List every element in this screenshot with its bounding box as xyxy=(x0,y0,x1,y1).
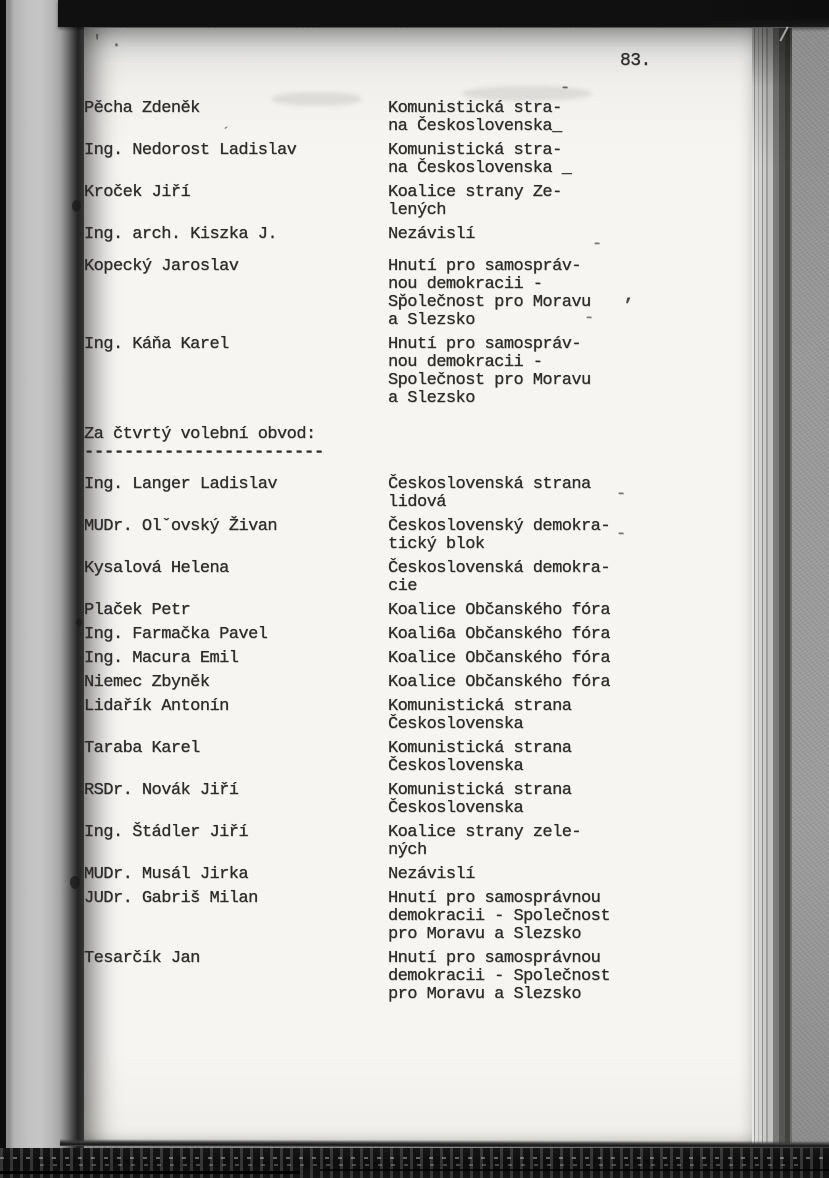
party-affiliation xyxy=(388,782,571,818)
party-affiliation xyxy=(388,890,610,944)
candidate-row xyxy=(84,650,744,668)
candidate-row xyxy=(84,782,744,818)
binding-ink-blob xyxy=(76,618,82,627)
party-affiliation xyxy=(388,626,610,644)
candidate-name: Plaček Petr xyxy=(84,601,191,620)
candidate-row xyxy=(84,560,744,596)
party-line: nou demokracii - xyxy=(388,353,543,372)
party-affiliation xyxy=(388,258,591,330)
scan-noise-streak xyxy=(320,1169,829,1171)
candidate-name: Ing. arch. Kiszka J. xyxy=(84,225,278,244)
scan-top-black-bar xyxy=(58,0,829,27)
candidate-row xyxy=(84,226,744,244)
candidate-row xyxy=(84,100,744,136)
party-line: nou demokracii - xyxy=(388,275,543,294)
candidate-row xyxy=(84,890,744,944)
party-line: Československa xyxy=(388,715,524,734)
candidate-row xyxy=(84,674,744,692)
party-affiliation xyxy=(388,602,610,620)
party-line: a Slezsko xyxy=(388,389,475,408)
party-affiliation xyxy=(388,650,610,668)
candidate-name: Ing. Langer Ladislav xyxy=(84,475,278,494)
party-line: Společnost pro Moravu xyxy=(388,371,591,390)
party-line: Komunistická strana xyxy=(388,781,572,800)
candidate-name: Kroček Jiří xyxy=(84,183,191,202)
stray-mark: - xyxy=(616,485,626,504)
party-affiliation xyxy=(388,184,562,220)
party-line: lidová xyxy=(388,493,446,512)
candidate-name: Ing. Macura Emil xyxy=(84,649,239,668)
candidate-name: Ing. Štádler Jiří xyxy=(84,823,249,842)
stray-mark: - xyxy=(592,235,602,254)
party-line: Komunistická strana xyxy=(388,697,572,716)
party-affiliation xyxy=(388,698,571,734)
party-affiliation xyxy=(388,560,610,596)
candidate-row xyxy=(84,258,744,330)
candidate-name: Kopecký Jaroslav xyxy=(84,257,239,276)
party-line: na Československa_ xyxy=(388,117,562,136)
party-line: Koali6a Občanského fóra xyxy=(388,625,610,644)
party-line: ných xyxy=(388,841,427,860)
candidate-row xyxy=(84,824,744,860)
party-line: Koalice strany Ze- xyxy=(388,183,562,202)
candidate-row xyxy=(84,866,744,884)
binding-ink-blob xyxy=(72,200,81,212)
party-line: Sp̌olečnost pro Moravu xyxy=(388,293,591,312)
stray-mark: ' . xyxy=(92,33,121,52)
party-affiliation xyxy=(388,866,475,884)
party-line: Koalice Občanského fóra xyxy=(388,601,610,620)
candidate-name: Tesarčík Jan xyxy=(84,949,200,968)
party-line: na Československa _ xyxy=(388,159,572,178)
stray-mark: - xyxy=(584,309,594,328)
candidate-row xyxy=(84,476,744,512)
candidate-name: RSDr. Novák Jiří xyxy=(84,781,239,800)
party-line: Hnutí pro samosprávnou xyxy=(388,949,601,968)
candidate-name: Kysalová Helena xyxy=(84,559,229,578)
candidate-name: MUDr. Olˇovský Živan xyxy=(84,517,278,536)
party-affiliation xyxy=(388,740,571,776)
candidate-row xyxy=(84,950,744,1004)
candidate-name: Taraba Karel xyxy=(84,739,200,758)
binding-ink-blob xyxy=(70,876,80,889)
candidate-name: Niemec Zbyněk xyxy=(84,673,210,692)
section-underline: ------------------------ xyxy=(84,443,325,462)
party-line: demokracii - Společnost xyxy=(388,967,610,986)
candidate-row xyxy=(84,740,744,776)
party-affiliation xyxy=(388,674,610,692)
party-affiliation xyxy=(388,142,571,178)
party-affiliation xyxy=(388,100,562,136)
party-line: Komunistická stra- xyxy=(388,99,562,118)
candidate-name: Ing. Nedorost Ladislav xyxy=(84,141,297,160)
candidate-row xyxy=(84,698,744,734)
party-line: Československá strana xyxy=(388,475,591,494)
party-line: a Slezsko xyxy=(388,311,475,330)
party-affiliation xyxy=(388,824,581,860)
scan-noise-streak xyxy=(40,1164,800,1166)
candidate-name: Pěcha Zdeněk xyxy=(84,99,200,118)
party-line: pro Moravu a Slezsko xyxy=(388,925,582,944)
party-line: Nezávislí xyxy=(388,225,475,244)
party-line: Hnutí pro samospráv- xyxy=(388,335,582,354)
party-line: Československý demokra- xyxy=(388,517,610,536)
candidate-row xyxy=(84,336,744,408)
section-heading: Za čtvrtý volební obvod: xyxy=(84,425,316,444)
party-affiliation xyxy=(388,950,610,1004)
paper-page xyxy=(84,28,752,1146)
party-affiliation xyxy=(388,226,475,244)
party-line: Nezávislí xyxy=(388,865,475,884)
candidate-row xyxy=(84,518,744,554)
candidate-name: Ing. Káňa Karel xyxy=(84,335,229,354)
page-number: 83. xyxy=(620,51,651,71)
party-line: Československa xyxy=(388,799,524,818)
party-affiliation xyxy=(388,476,591,512)
candidate-name: Lidařík Antonín xyxy=(84,697,229,716)
stray-mark: , xyxy=(624,287,634,306)
party-line: tický blok xyxy=(388,535,485,554)
page-bottom-edge xyxy=(60,1139,829,1148)
scan-noise-streak xyxy=(0,1157,829,1159)
candidate-row xyxy=(84,602,744,620)
stray-mark: - xyxy=(616,525,626,544)
party-line: Hnutí pro samospráv- xyxy=(388,257,582,276)
candidate-section xyxy=(84,100,744,408)
party-line: Komunistická strana xyxy=(388,739,572,758)
candidate-section xyxy=(84,426,744,1004)
party-line: Komunistická stra- xyxy=(388,141,562,160)
party-affiliation xyxy=(388,518,610,554)
party-line: Hnutí pro samosprávnou xyxy=(388,889,601,908)
candidate-row xyxy=(84,142,744,178)
stray-mark: - xyxy=(560,79,570,98)
book-gutter-shadow xyxy=(0,0,84,1178)
party-line: lených xyxy=(388,201,446,220)
party-line: cie xyxy=(388,577,417,596)
candidate-list xyxy=(84,100,744,1010)
candidate-row xyxy=(84,626,744,644)
party-line: demokracii - Společnost xyxy=(388,907,610,926)
scan-noise-streak xyxy=(0,1171,300,1174)
party-line: Koalice Občanského fóra xyxy=(388,673,610,692)
candidate-name: JUDr. Gabriš Milan xyxy=(84,889,258,908)
party-line: Československá demokra- xyxy=(388,559,610,578)
party-line: pro Moravu a Slezsko xyxy=(388,985,582,1004)
party-line: Koalice strany zele- xyxy=(388,823,582,842)
party-line: Koalice Občanského fóra xyxy=(388,649,610,668)
party-affiliation xyxy=(388,336,591,408)
candidate-row xyxy=(84,184,744,220)
stray-mark: ´ xyxy=(222,125,230,140)
stacked-page-edges xyxy=(752,28,792,1146)
candidate-name: Ing. Farmačka Pavel xyxy=(84,625,268,644)
party-line: Československa xyxy=(388,757,524,776)
candidate-name: MUDr. Musál Jirka xyxy=(84,865,249,884)
